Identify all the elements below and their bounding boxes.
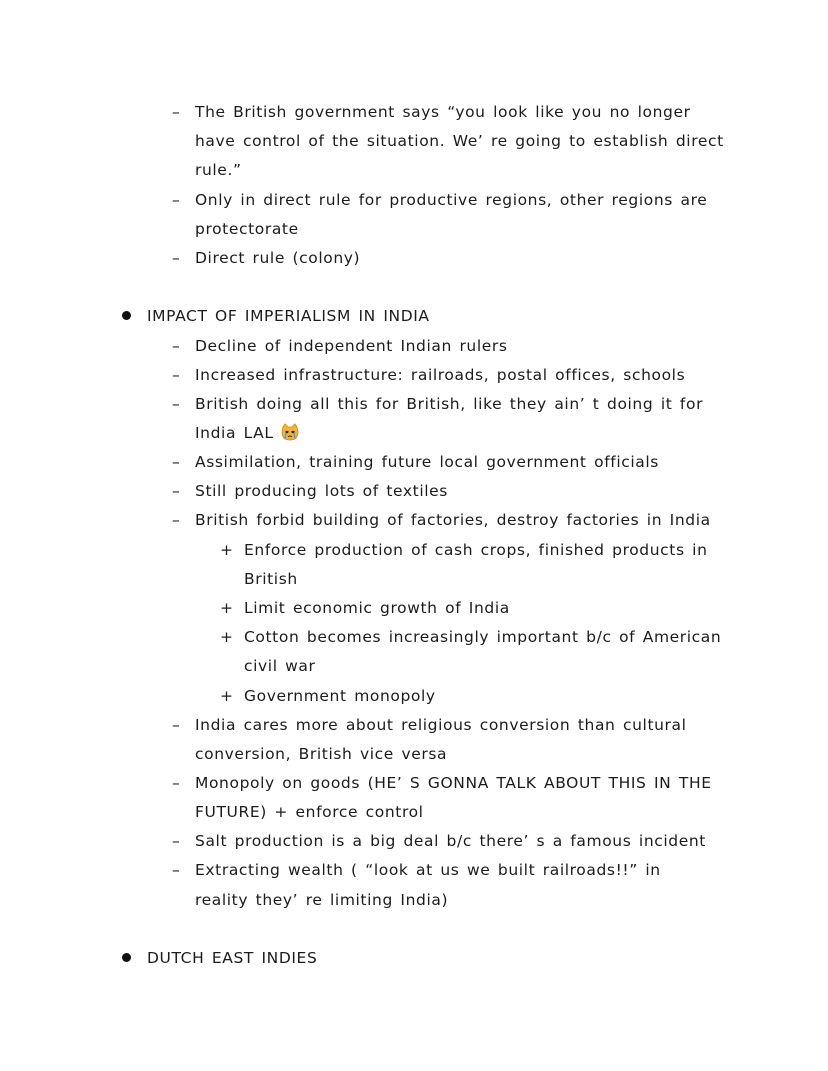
dash-marker: –: [172, 337, 180, 355]
dash-marker: –: [172, 453, 180, 471]
plus-marker: +: [220, 687, 233, 705]
plus-marker: +: [220, 599, 233, 617]
list-item-line: FUTURE) + enforce control: [195, 803, 424, 821]
bullet-icon: [122, 953, 131, 962]
list-item-line: protectorate: [195, 220, 299, 238]
sub-list-item-line: Enforce production of cash crops, finished products in: [244, 541, 708, 559]
dash-marker: –: [172, 832, 180, 850]
list-item-line: have control of the situation. We’ re going to establish direct: [195, 132, 724, 150]
dash-marker: –: [172, 861, 180, 879]
bullet-icon: [122, 311, 131, 320]
plus-marker: +: [220, 628, 233, 646]
list-item-line: India cares more about religious conversion than cultural: [195, 716, 687, 734]
list-item-line: conversion, British vice versa: [195, 745, 448, 763]
dash-marker: –: [172, 366, 180, 384]
list-item-line: Extracting wealth ( “look at us we built railroads!!” in: [195, 861, 661, 879]
list-item-line: India LAL: [195, 424, 274, 442]
list-item-line: reality they’ re limiting India): [195, 891, 449, 909]
list-item-line: rule.”: [195, 161, 242, 179]
list-item-line: Increased infrastructure: railroads, postal offices, schools: [195, 366, 686, 384]
section-heading: IMPACT OF IMPERIALISM IN INDIA: [147, 307, 430, 325]
list-item-line: Only in direct rule for productive regions, other regions are: [195, 191, 708, 209]
sub-list-item-line: Limit economic growth of India: [244, 599, 510, 617]
list-item-line-with-emoji: [195, 423, 300, 443]
list-item-line: Monopoly on goods (HE’ S GONNA TALK ABOUT THIS IN THE: [195, 774, 712, 792]
list-item-line: The British government says “you look like you no longer: [195, 103, 691, 121]
dash-marker: –: [172, 774, 180, 792]
sub-list-item-line: British: [244, 570, 298, 588]
list-item-line: Direct rule (colony): [195, 249, 361, 267]
sub-list-item-line: civil war: [244, 657, 316, 675]
list-item-line: Assimilation, training future local government officials: [195, 453, 659, 471]
dash-marker: –: [172, 511, 180, 529]
sub-list-item-line: Cotton becomes increasingly important b/c of American: [244, 628, 722, 646]
list-item-line: Still producing lots of textiles: [195, 482, 448, 500]
dash-marker: –: [172, 103, 180, 121]
list-item-line: British doing all this for British, like they ain’ t doing it for: [195, 395, 704, 413]
dash-marker: –: [172, 191, 180, 209]
dash-marker: –: [172, 395, 180, 413]
dash-marker: –: [172, 482, 180, 500]
sub-list-item-line: Government monopoly: [244, 687, 436, 705]
list-item-line: British forbid building of factories, destroy factories in India: [195, 511, 711, 529]
section-heading: DUTCH EAST INDIES: [147, 949, 318, 967]
dash-marker: –: [172, 716, 180, 734]
plus-marker: +: [220, 541, 233, 559]
list-item-line: Decline of independent Indian rulers: [195, 337, 508, 355]
crying-cat-face-icon: [280, 423, 300, 441]
list-item-line: Salt production is a big deal b/c there’ s a famous incident: [195, 832, 706, 850]
dash-marker: –: [172, 249, 180, 267]
